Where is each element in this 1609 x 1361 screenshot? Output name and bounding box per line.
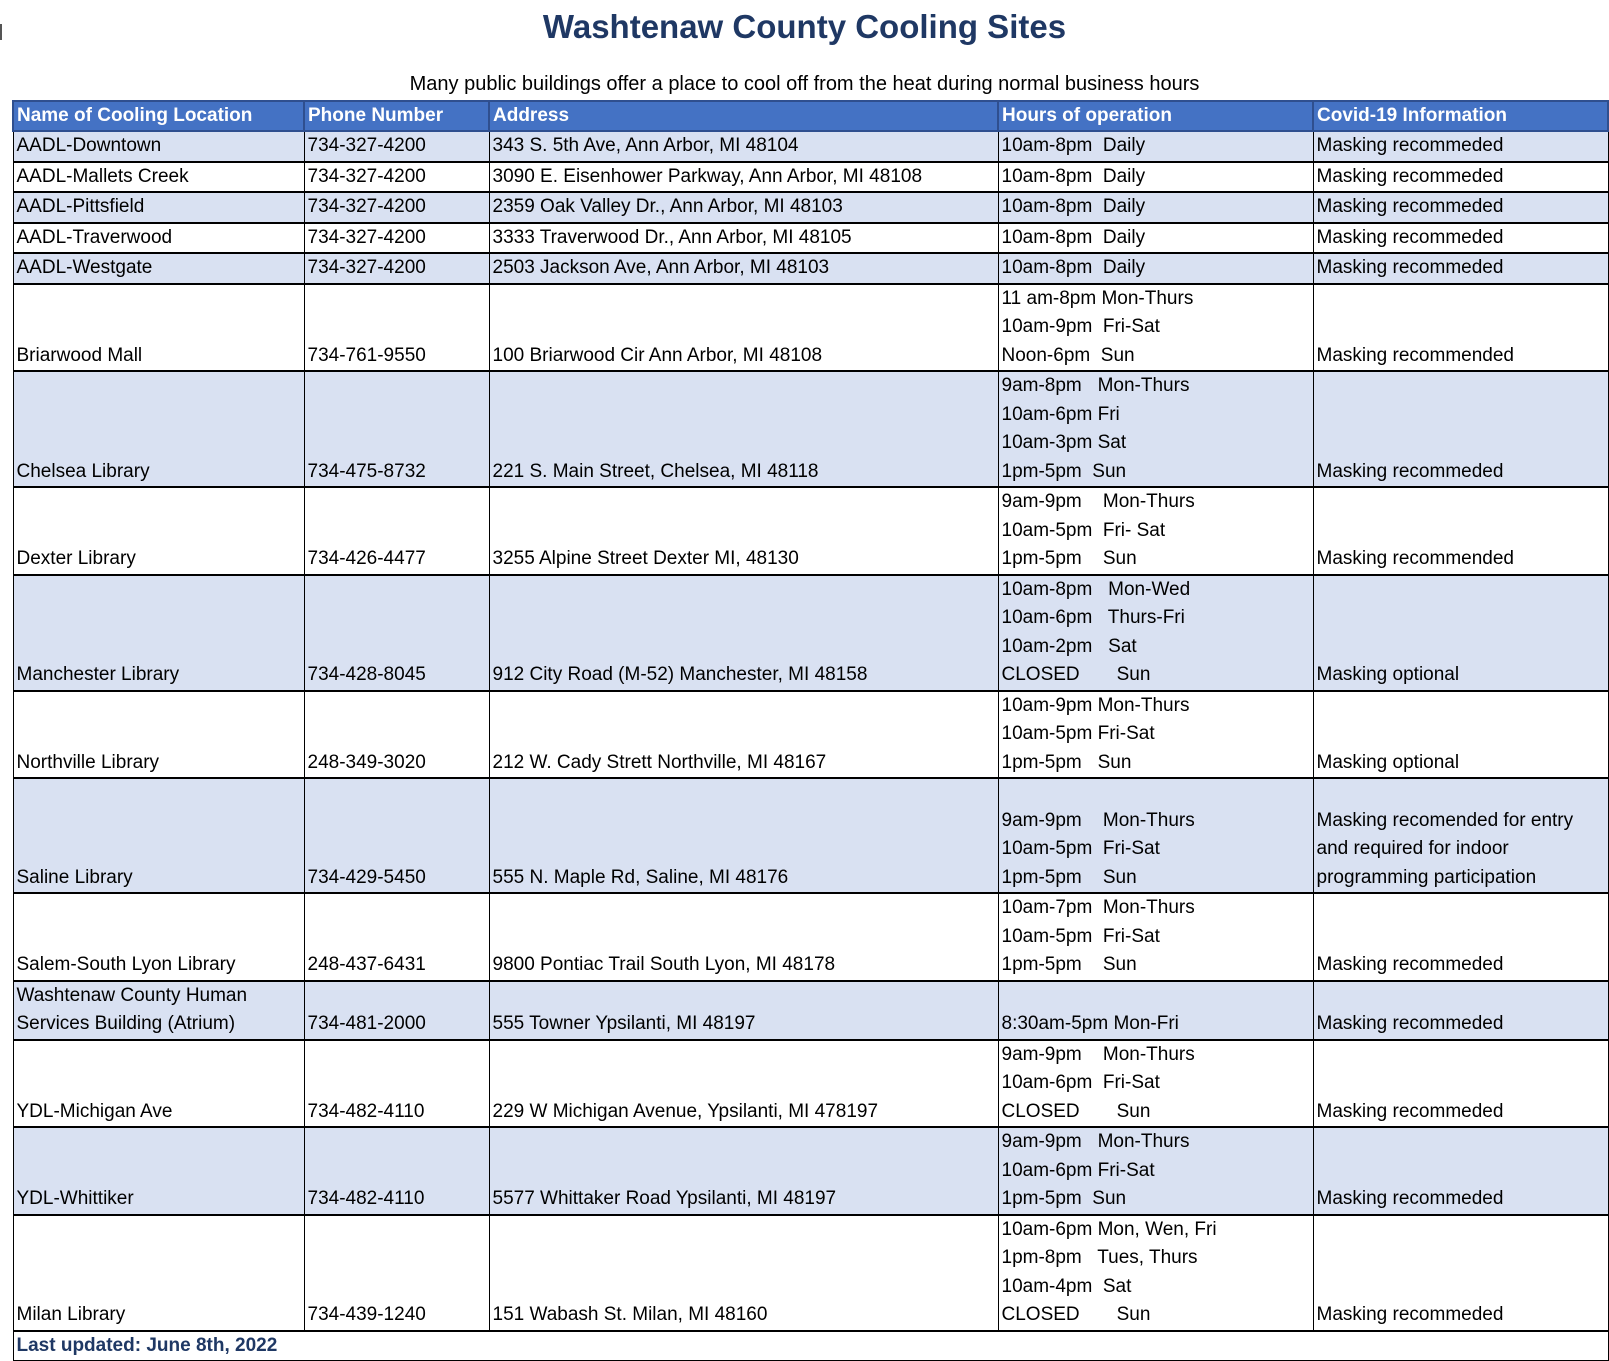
cell-phone: 734-327-4200	[304, 131, 489, 162]
cell-hours	[998, 981, 1313, 1040]
cell-name: Briarwood Mall	[13, 284, 304, 372]
cell-phone: 248-437-6431	[304, 893, 489, 981]
covid-line: Masking recommeded	[1316, 196, 1504, 217]
hours-line: 10am-8pm Mon-Wed	[1001, 578, 1191, 600]
cell-covid	[1313, 893, 1608, 981]
hours-line: 1pm-5pm Sun	[1001, 751, 1132, 773]
covid-line: Masking optional	[1316, 664, 1460, 685]
cell-address: 221 S. Main Street, Chelsea, MI 48118	[489, 371, 998, 487]
column-header-phone: Phone Number	[304, 101, 489, 131]
cell-name: Manchester Library	[13, 575, 304, 691]
covid-line: Masking recommeded	[1316, 1013, 1504, 1034]
page-title: Washtenaw County Cooling Sites	[542, 8, 1067, 45]
cell-covid	[1313, 487, 1608, 575]
table-row	[13, 284, 1608, 372]
table-row	[13, 223, 1608, 254]
table-row	[13, 253, 1608, 284]
cell-name	[13, 981, 304, 1040]
cell-covid	[1313, 253, 1608, 284]
cell-covid	[1313, 981, 1608, 1040]
cell-address: 3090 E. Eisenhower Parkway, Ann Arbor, MI 48108	[489, 162, 998, 193]
cell-hours	[998, 284, 1313, 372]
cell-address: 3255 Alpine Street Dexter MI, 48130	[489, 487, 998, 575]
cell-name: AADL-Mallets Creek	[13, 162, 304, 193]
hours-line: 10am-9pm Mon-Thurs	[1001, 694, 1190, 716]
cell-address: 3333 Traverwood Dr., Ann Arbor, MI 48105	[489, 223, 998, 254]
covid-line: Masking recommeded	[1316, 1100, 1504, 1122]
cell-name: Saline Library	[13, 778, 304, 893]
cell-hours	[998, 223, 1313, 254]
page-subtitle: Many public buildings offer a place to cool off from the heat during normal business hours	[409, 73, 1200, 95]
cell-covid	[1313, 223, 1608, 254]
cell-address: 212 W. Cady Strett Northville, MI 48167	[489, 691, 998, 779]
cell-hours	[998, 1127, 1313, 1215]
hours-line: 10am-5pm Fri-Sat	[1001, 925, 1160, 947]
name-line: Washtenaw County Human	[16, 984, 248, 1006]
table-row	[13, 131, 1608, 162]
cell-phone: 734-481-2000	[304, 981, 489, 1040]
cell-name: AADL-Westgate	[13, 253, 304, 284]
covid-line: Masking recommeded	[1316, 165, 1504, 187]
column-header-address: Address	[489, 101, 998, 131]
hours-line: 9am-9pm Mon-Thurs	[1001, 1043, 1195, 1065]
cell-address: 912 City Road (M-52) Manchester, MI 48158	[489, 575, 998, 691]
column-header-hours: Hours of operation	[998, 101, 1313, 131]
hours-line: 1pm-5pm Sun	[1001, 954, 1137, 975]
hours-line: 10am-8pm Daily	[1001, 196, 1146, 217]
hours-line: 11 am-8pm Mon-Thurs	[1001, 287, 1194, 309]
cell-hours	[998, 1215, 1313, 1331]
cooling-sites-table	[12, 100, 1609, 1361]
cell-name: YDL-Whittiker	[13, 1127, 304, 1215]
hours-line: 1pm-5pm Sun	[1001, 460, 1127, 482]
hours-line: 8:30am-5pm Mon-Fri	[1001, 1013, 1179, 1034]
cell-hours	[998, 131, 1313, 162]
hours-line: 10am-4pm Sat	[1001, 1275, 1132, 1297]
cell-phone: 734-327-4200	[304, 162, 489, 193]
hours-line: 1pm-5pm Sun	[1001, 548, 1137, 569]
covid-line: Masking recommeded	[1316, 460, 1504, 482]
hours-line: 10am-8pm Daily	[1001, 226, 1146, 248]
hours-line: 10am-9pm Fri-Sat	[1001, 316, 1160, 337]
cell-name: Salem-South Lyon Library	[13, 893, 304, 981]
table-row	[13, 981, 1608, 1040]
cell-phone: 248-349-3020	[304, 691, 489, 779]
column-header-name: Name of Cooling Location	[13, 101, 304, 131]
hours-line: 10am-6pm Fri-Sat	[1001, 1072, 1160, 1093]
cell-phone: 734-761-9550	[304, 284, 489, 372]
hours-line: 1pm-5pm Sun	[1001, 1188, 1127, 1209]
hours-line: 9am-9pm Mon-Thurs	[1001, 491, 1195, 512]
cell-phone: 734-327-4200	[304, 253, 489, 284]
table-row	[13, 1040, 1608, 1128]
cell-hours	[998, 1040, 1313, 1128]
hours-line: 10am-8pm Daily	[1001, 135, 1146, 156]
hours-line: CLOSED Sun	[1001, 1100, 1151, 1122]
hours-line: 10am-3pm Sat	[1001, 432, 1127, 453]
hours-line: 10am-2pm Sat	[1001, 635, 1137, 657]
table-row	[13, 1127, 1608, 1215]
cell-name: Milan Library	[13, 1215, 304, 1331]
cell-address: 2359 Oak Valley Dr., Ann Arbor, MI 48103	[489, 192, 998, 223]
cell-covid	[1313, 284, 1608, 372]
covid-line: Masking recommeded	[1316, 1304, 1504, 1325]
hours-line: 9am-9pm Mon-Thurs	[1001, 1131, 1190, 1152]
cell-phone: 734-327-4200	[304, 192, 489, 223]
cell-address: 151 Wabash St. Milan, MI 48160	[489, 1215, 998, 1331]
cell-hours	[998, 893, 1313, 981]
cell-phone: 734-439-1240	[304, 1215, 489, 1331]
covid-line: Masking recommended	[1316, 548, 1514, 569]
cell-address: 5577 Whittaker Road Ypsilanti, MI 48197	[489, 1127, 998, 1215]
hours-line: 10am-8pm Daily	[1001, 165, 1146, 187]
cell-covid	[1313, 192, 1608, 223]
cell-hours	[998, 371, 1313, 487]
column-header-covid: Covid-19 Information	[1313, 101, 1608, 131]
table-row	[13, 575, 1608, 691]
cell-address: 100 Briarwood Cir Ann Arbor, MI 48108	[489, 284, 998, 372]
covid-line: and required for indoor	[1316, 838, 1509, 859]
covid-line: Masking recommeded	[1316, 954, 1504, 975]
table-row	[13, 1215, 1608, 1331]
cell-hours	[998, 192, 1313, 223]
cell-name: YDL-Michigan Ave	[13, 1040, 304, 1128]
hours-line: 10am-6pm Thurs-Fri	[1001, 607, 1185, 628]
cell-covid	[1313, 131, 1608, 162]
table-row	[13, 778, 1608, 893]
covid-line: Masking recommeded	[1316, 1188, 1504, 1209]
cell-address: 555 N. Maple Rd, Saline, MI 48176	[489, 778, 998, 893]
cell-address: 555 Towner Ypsilanti, MI 48197	[489, 981, 998, 1040]
cell-name: Dexter Library	[13, 487, 304, 575]
cell-phone: 734-429-5450	[304, 778, 489, 893]
hours-line: Noon-6pm Sun	[1001, 344, 1135, 366]
name-line: Services Building (Atrium)	[16, 1013, 236, 1034]
cell-phone: 734-428-8045	[304, 575, 489, 691]
covid-line: Masking optional	[1316, 751, 1460, 773]
hours-line: 10am-7pm Mon-Thurs	[1001, 897, 1195, 918]
cell-name: AADL-Downtown	[13, 131, 304, 162]
cell-address: 9800 Pontiac Trail South Lyon, MI 48178	[489, 893, 998, 981]
cell-name: Northville Library	[13, 691, 304, 779]
cell-phone: 734-482-4110	[304, 1040, 489, 1128]
cell-phone: 734-327-4200	[304, 223, 489, 254]
cell-phone: 734-482-4110	[304, 1127, 489, 1215]
hours-line: 9am-9pm Mon-Thurs	[1001, 809, 1195, 831]
cell-address: 229 W Michigan Avenue, Ypsilanti, MI 478197	[489, 1040, 998, 1128]
cell-hours	[998, 691, 1313, 779]
cell-covid	[1313, 778, 1608, 893]
cell-covid	[1313, 162, 1608, 193]
hours-line: 10am-8pm Daily	[1001, 257, 1146, 278]
cell-hours	[998, 487, 1313, 575]
hours-line: 10am-5pm Fri-Sat	[1001, 838, 1160, 859]
table-row	[13, 487, 1608, 575]
cell-hours	[998, 162, 1313, 193]
cell-hours	[998, 778, 1313, 893]
hours-line: 1pm-5pm Sun	[1001, 866, 1137, 888]
cell-name: Chelsea Library	[13, 371, 304, 487]
cell-address: 343 S. 5th Ave, Ann Arbor, MI 48104	[489, 131, 998, 162]
cell-address: 2503 Jackson Ave, Ann Arbor, MI 48103	[489, 253, 998, 284]
cell-hours	[998, 575, 1313, 691]
cell-hours	[998, 253, 1313, 284]
covid-line: Masking recommeded	[1316, 226, 1504, 248]
cell-covid	[1313, 691, 1608, 779]
hours-line: 10am-5pm Fri-Sat	[1001, 723, 1155, 744]
table-header-row	[13, 101, 1608, 131]
cell-name: AADL-Pittsfield	[13, 192, 304, 223]
cell-covid	[1313, 1127, 1608, 1215]
cell-covid	[1313, 371, 1608, 487]
cell-covid	[1313, 1040, 1608, 1128]
footer-row	[13, 1331, 1608, 1361]
cell-name: AADL-Traverwood	[13, 223, 304, 254]
cell-covid	[1313, 1215, 1608, 1331]
covid-line: Masking recommeded	[1316, 257, 1504, 278]
hours-line: 10am-6pm Fri-Sat	[1001, 1159, 1155, 1181]
cell-covid	[1313, 575, 1608, 691]
hours-line: 10am-5pm Fri- Sat	[1001, 519, 1166, 541]
table-row	[13, 691, 1608, 779]
hours-line: CLOSED Sun	[1001, 1304, 1151, 1325]
hours-line: CLOSED Sun	[1001, 664, 1151, 685]
covid-line: Masking recomended for entry	[1316, 809, 1574, 831]
covid-line: Masking recommeded	[1316, 135, 1504, 156]
covid-line: Masking recommended	[1316, 344, 1514, 366]
hours-line: 10am-6pm Fri	[1001, 403, 1120, 425]
table-row	[13, 371, 1608, 487]
hours-line: 10am-6pm Mon, Wen, Fri	[1001, 1218, 1217, 1240]
hours-line: 9am-8pm Mon-Thurs	[1001, 375, 1190, 396]
table-row	[13, 162, 1608, 193]
cell-phone: 734-475-8732	[304, 371, 489, 487]
hours-line: 1pm-8pm Tues, Thurs	[1001, 1247, 1198, 1268]
covid-line: programming participation	[1316, 866, 1537, 888]
table-row	[13, 192, 1608, 223]
cell-phone: 734-426-4477	[304, 487, 489, 575]
last-updated: Last updated: June 8th, 2022	[13, 1331, 1608, 1361]
table-row	[13, 893, 1608, 981]
